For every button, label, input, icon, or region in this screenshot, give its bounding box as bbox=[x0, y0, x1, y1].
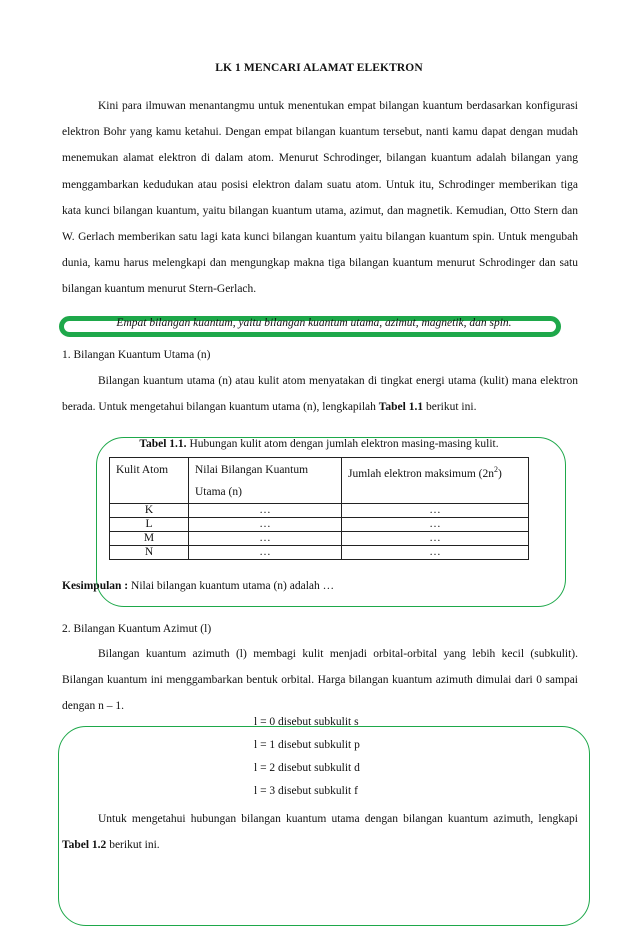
table-row bbox=[110, 518, 529, 532]
section-2-text-b: berikut ini. bbox=[106, 839, 160, 852]
section-1-paragraph bbox=[62, 368, 578, 420]
table-caption-text: Hubungan kulit atom dengan jumlah elektron masing-masing kulit. bbox=[186, 438, 499, 450]
section-1-text-b: berikut ini. bbox=[423, 401, 477, 414]
section-1-text-a: Bilangan kuantum utama (n) atau kulit atom menyatakan di tingkat energi utama (kulit) mana elektron berada. Untuk mengetahui bilangan kuantum utama (n), lengkapilah bbox=[62, 375, 578, 414]
table-1-1-ref: Tabel 1.1 bbox=[378, 401, 424, 414]
section-1-heading: 1. Bilangan Kuantum Utama (n) bbox=[62, 349, 211, 361]
table-row bbox=[110, 532, 529, 546]
header-close: ) bbox=[497, 467, 502, 480]
header-nilai-bilangan: Nilai Bilangan Kuantum Utama (n) bbox=[189, 458, 342, 504]
table-1-2-ref: Tabel 1.2 bbox=[62, 839, 107, 852]
section-2-text-a: Untuk mengetahui hubungan bilangan kuantum utama dengan bilangan kuantum azimuth, lengkapi bbox=[98, 813, 578, 825]
table-cell[interactable]: … bbox=[189, 504, 342, 518]
header-jumlah-text: Jumlah elektron maksimum (2n bbox=[348, 467, 494, 480]
table-cell: M bbox=[110, 532, 189, 546]
table-cell[interactable]: … bbox=[189, 546, 342, 560]
table-caption-label: Tabel 1.1. bbox=[139, 438, 187, 450]
highlight-text: Empat bilangan kuantum, yaitu bilangan kuantum utama, azimut, magnetik, dan spin. bbox=[116, 317, 512, 329]
kesimpulan bbox=[62, 580, 334, 592]
subkulit-s: l = 0 disebut subkulit s bbox=[254, 716, 359, 728]
page-title: LK 1 MENCARI ALAMAT ELEKTRON bbox=[215, 62, 423, 74]
kesimpulan-label: Kesimpulan : bbox=[62, 580, 129, 592]
table-header-row bbox=[110, 458, 529, 504]
subkulit-d: l = 2 disebut subkulit d bbox=[254, 762, 360, 774]
kesimpulan-text: Nilai bilangan kuantum utama (n) adalah … bbox=[128, 580, 335, 592]
table-1-1-caption bbox=[0, 438, 638, 450]
table-cell[interactable]: … bbox=[342, 518, 529, 532]
header-sup: 2 bbox=[493, 465, 498, 474]
table-row bbox=[110, 504, 529, 518]
subkulit-f: l = 3 disebut subkulit f bbox=[254, 785, 358, 797]
table-row bbox=[110, 546, 529, 560]
table-cell[interactable]: … bbox=[189, 518, 342, 532]
table-cell[interactable]: … bbox=[189, 532, 342, 546]
subkulit-p: l = 1 disebut subkulit p bbox=[254, 739, 360, 751]
section-2-paragraph: Bilangan kuantum azimuth (l) membagi kulit menjadi orbital-orbital yang lebih kecil (subkulit). Bilangan kuantum ini menggambarkan bentuk orbital. Harga bilangan kuantum azimuth dimulai dari 0 sampai dengan n – 1. bbox=[62, 648, 578, 713]
header-kulit-atom: Kulit Atom bbox=[110, 458, 189, 504]
table-1-1 bbox=[109, 457, 529, 560]
table-cell[interactable]: … bbox=[342, 504, 529, 518]
table-cell: N bbox=[110, 546, 189, 560]
table-cell: L bbox=[110, 518, 189, 532]
table-cell[interactable]: … bbox=[342, 546, 529, 560]
intro-paragraph: Kini para ilmuwan menantangmu untuk menentukan empat bilangan kuantum berdasarkan konfigurasi elektron Bohr yang kamu ketahui. Dengan empat bilangan kuantum tersebut, nanti kamu dapat dengan mudah menemukan alamat elektron di dalam atom. Menurut Schrodinger, bilangan kuantum adalah bilangan yang menggambarkan kedudukan atau posisi elektron dalam suatu atom. Untuk itu, Schrodinger memberikan tiga kata kunci bilangan kuantum, yaitu bilangan kuantum utama, azimut, dan magnetik. Kemudian, Otto Stern dan W. Gerlach memberikan satu lagi kata kunci bilangan kuantum yaitu bilangan kuantum spin. Untuk mengubah dunia, kamu harus melengkapi dan mengungkap makna tiga bilangan kuantum menurut Schrodinger dan satu bilangan kuantum menurut Stern-Gerlach. bbox=[62, 100, 578, 296]
table-cell: K bbox=[110, 504, 189, 518]
section-2-heading: 2. Bilangan Kuantum Azimut (l) bbox=[62, 623, 212, 635]
header-jumlah-elektron bbox=[342, 458, 529, 504]
section-2-paragraph-2 bbox=[62, 806, 578, 858]
table-cell[interactable]: … bbox=[342, 532, 529, 546]
